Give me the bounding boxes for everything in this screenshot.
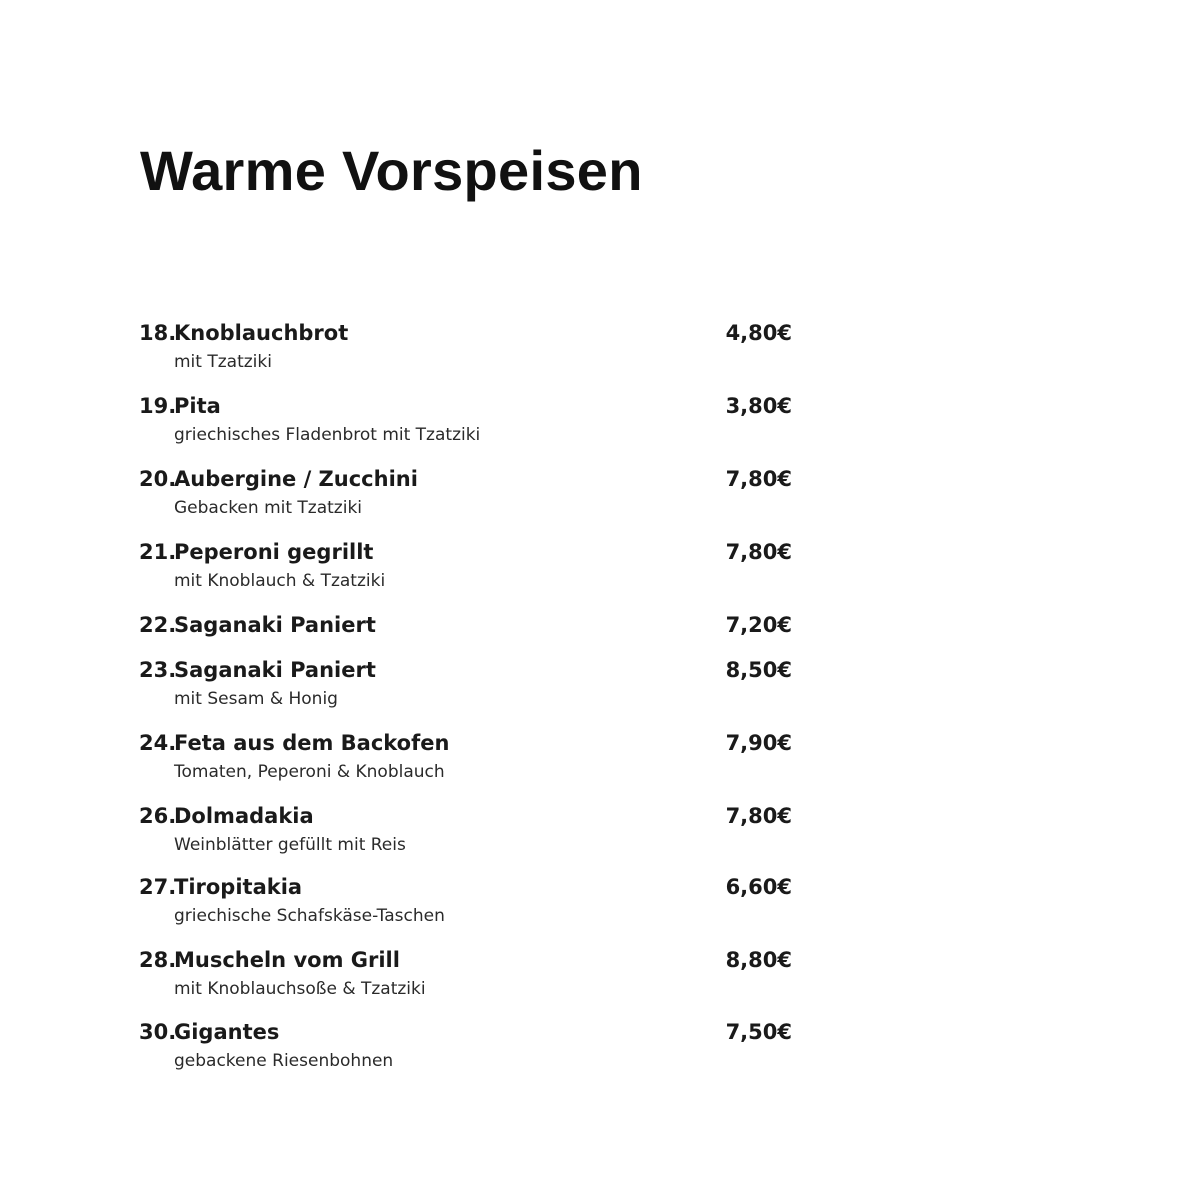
item-name: Knoblauchbrot	[174, 321, 349, 345]
item-name: Feta aus dem Backofen	[174, 731, 450, 755]
item-price: 4,80€	[725, 321, 792, 345]
item-description: Gebacken mit Tzatziki	[174, 498, 363, 518]
item-number: 27.	[139, 875, 177, 899]
item-description: mit Knoblauch & Tzatziki	[174, 571, 386, 591]
item-number: 30.	[139, 1020, 177, 1044]
item-name: Saganaki Paniert	[174, 613, 376, 637]
item-name: Pita	[174, 394, 221, 418]
item-number: 19.	[139, 394, 177, 418]
item-name: Dolmadakia	[174, 804, 314, 828]
item-number: 28.	[139, 948, 177, 972]
item-price: 7,90€	[725, 731, 792, 755]
item-name: Aubergine / Zucchini	[174, 467, 418, 491]
item-number: 23.	[139, 658, 177, 682]
item-name: Tiropitakia	[174, 875, 303, 899]
item-price: 7,80€	[725, 540, 792, 564]
item-name: Muscheln vom Grill	[174, 948, 400, 972]
item-price: 7,20€	[725, 613, 792, 637]
item-price: 8,50€	[725, 658, 792, 682]
item-price: 8,80€	[725, 948, 792, 972]
item-description: Tomaten, Peperoni & Knoblauch	[174, 762, 445, 782]
item-number: 18.	[139, 321, 177, 345]
item-description: Weinblätter gefüllt mit Reis	[174, 835, 406, 855]
item-description: mit Knoblauchsoße & Tzatziki	[174, 979, 426, 999]
item-name: Peperoni gegrillt	[174, 540, 374, 564]
item-price: 7,50€	[725, 1020, 792, 1044]
item-description: griechische Schafskäse-Taschen	[174, 906, 445, 926]
item-name: Saganaki Paniert	[174, 658, 376, 682]
item-number: 21.	[139, 540, 177, 564]
page-title: Warme Vorspeisen	[140, 139, 643, 202]
item-price: 6,60€	[725, 875, 792, 899]
item-description: mit Sesam & Honig	[174, 689, 338, 709]
item-number: 24.	[139, 731, 177, 755]
item-description: gebackene Riesenbohnen	[174, 1051, 394, 1071]
item-number: 20.	[139, 467, 177, 491]
item-price: 3,80€	[725, 394, 792, 418]
item-number: 22.	[139, 613, 177, 637]
item-name: Gigantes	[174, 1020, 280, 1044]
item-price: 7,80€	[725, 804, 792, 828]
item-description: mit Tzatziki	[174, 352, 272, 372]
item-number: 26.	[139, 804, 177, 828]
item-description: griechisches Fladenbrot mit Tzatziki	[174, 425, 481, 445]
item-price: 7,80€	[725, 467, 792, 491]
